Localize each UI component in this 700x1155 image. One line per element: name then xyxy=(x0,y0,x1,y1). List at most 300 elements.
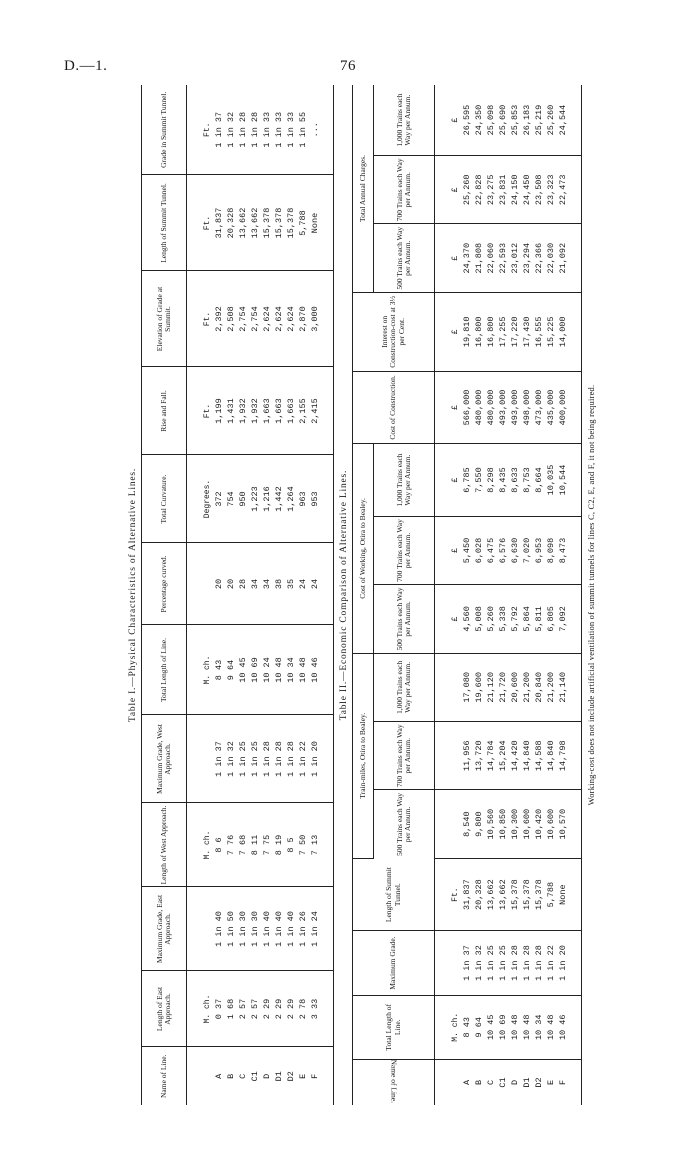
table2-cell: 22,593 xyxy=(498,242,508,274)
table2-cell: 26,595 xyxy=(462,104,472,136)
table2-cell: 493,000 xyxy=(510,389,520,426)
table2-cell: 480,000 xyxy=(486,389,496,426)
table2-cell: E xyxy=(546,1079,556,1086)
table2-cell: 24,350 xyxy=(474,104,484,136)
table2-header-tunnel: Length of Summit Tunnel. xyxy=(353,858,435,931)
table2-cell: 10,850 xyxy=(498,808,508,840)
table2-column-values xyxy=(461,156,582,224)
table2-cell: 1 in 32 xyxy=(474,945,484,981)
table2-economic-comparison xyxy=(352,85,582,1105)
table2-unit-cell: £ xyxy=(435,516,462,584)
table1-cell: 953 xyxy=(310,491,320,507)
table2-cell: 19,600 xyxy=(474,672,484,703)
table2-cell: 5,260 xyxy=(486,606,496,632)
table1-cell: 963 xyxy=(298,491,308,507)
table2-cell: 5,450 xyxy=(462,537,472,564)
table2-cell: None xyxy=(558,884,568,905)
table2-cell: 25,853 xyxy=(510,104,520,136)
table2-unit-cell: £ xyxy=(435,156,462,224)
table1-cell: 2,415 xyxy=(310,398,320,424)
table2-cell: 10,570 xyxy=(558,808,568,840)
table1-cell: 1 in 37 xyxy=(214,741,224,777)
table2-cell: 6,805 xyxy=(546,606,556,632)
table2-header-cost-construction: Cost of Construction. xyxy=(353,371,435,444)
table1-cell: 3 33 xyxy=(310,998,320,1020)
table2-cell: 9 64 xyxy=(474,1017,484,1038)
table1-cell: 3,000 xyxy=(310,306,320,332)
table1-cell: 1 in 28 xyxy=(250,111,260,148)
table2-cell: 22,473 xyxy=(558,174,568,206)
table2-group-cost-working: Cost of Working, Otira to Bealey. xyxy=(353,444,374,653)
table1-cell: 1 in 32 xyxy=(226,741,236,777)
table1-column-values xyxy=(213,625,334,715)
table2-unit-cell xyxy=(435,931,462,995)
table2-cell: 23,012 xyxy=(510,242,520,274)
table2-column-values xyxy=(461,85,582,156)
table2-cell: 22,030 xyxy=(546,242,556,274)
table1-cell: 2 29 xyxy=(286,998,296,1020)
table2-cell: 1 in 28 xyxy=(522,945,532,981)
table1-cell: 7 50 xyxy=(298,834,308,856)
table2-cell: 7,092 xyxy=(558,606,568,632)
table1-cell: 1 in 25 xyxy=(238,741,248,777)
table2-unit-cell: Ft. xyxy=(435,858,462,931)
table2-cell: 31,837 xyxy=(462,879,472,910)
table2-cell: 23,508 xyxy=(534,174,544,206)
table2-cell: A xyxy=(462,1079,472,1086)
table1-cell: 1 in 28 xyxy=(262,741,272,777)
table2-cell: 5,864 xyxy=(522,606,532,632)
table2-cell: 20,600 xyxy=(510,672,520,703)
table2-cell: 14,420 xyxy=(510,740,520,772)
table1-cell: 7 75 xyxy=(262,834,272,856)
table2-cell: 23,275 xyxy=(486,174,496,206)
table1-cell: 7 13 xyxy=(310,834,320,856)
table2-cell: 22,828 xyxy=(474,174,484,206)
table2-footnote: Working-cost does not include artificial ventilation of summit tunnels for lines C, C2, E, and F, it not being required. xyxy=(586,384,596,806)
table1-cell: 1,199 xyxy=(214,398,224,424)
table1-cell: 20 xyxy=(214,578,224,590)
table1-cell: 8 6 xyxy=(214,837,224,853)
table2-cell: 17,080 xyxy=(462,672,472,703)
table1-cell: 5,788 xyxy=(298,210,308,236)
table1-cell: 8 43 xyxy=(214,659,224,681)
table2-cell: 8,633 xyxy=(510,467,520,493)
table2-cell: 435,000 xyxy=(546,389,556,426)
table2-cell: D xyxy=(510,1079,520,1086)
table1-cell: 7 68 xyxy=(238,834,248,856)
table1-cell: F xyxy=(310,1073,320,1079)
table2-sub-1000: 1,000 Trains each Way per Annum. xyxy=(374,85,435,156)
table1-cell: 31,837 xyxy=(214,207,224,239)
table1-cell: 34 xyxy=(250,578,260,590)
table2-cell: 17,255 xyxy=(498,316,508,348)
table2-cell: 21,720 xyxy=(498,672,508,703)
table2-cell: 21,120 xyxy=(486,672,496,703)
table2-cell: 10 48 xyxy=(522,1014,532,1041)
table2-column-values xyxy=(461,722,582,790)
table2-cell: 10,600 xyxy=(522,808,532,840)
table2-cell: 23,831 xyxy=(498,174,508,206)
table2-cell: 5,338 xyxy=(498,606,508,632)
table1-cell: 7 76 xyxy=(226,834,236,856)
table1-column-values xyxy=(213,803,334,887)
table2-cell: 1 in 20 xyxy=(558,945,568,981)
table2-cell: 14,588 xyxy=(534,740,544,772)
table1-column-values xyxy=(213,271,334,367)
table1-column-values xyxy=(213,971,334,1047)
table1-cell: 34 xyxy=(262,578,272,590)
table2-cell: 23,294 xyxy=(522,242,532,274)
table1-unit-cell: Ft. xyxy=(187,367,214,455)
table2-cell: 8 43 xyxy=(462,1017,472,1038)
table1-cell: C1 xyxy=(250,1071,260,1082)
table2-sub-1000: 1,000 Trains each Way per Annum. xyxy=(374,653,435,721)
table2-cell: D1 xyxy=(522,1077,532,1088)
table1-unit-cell xyxy=(187,715,214,803)
table1-header: Grade in Summit Tunnel. xyxy=(142,85,187,175)
table2-unit-cell: M. ch. xyxy=(435,995,462,1059)
table2-cell: 14,784 xyxy=(486,740,496,772)
table2-cell: 10,420 xyxy=(534,808,544,840)
table1-header: Name of Line. xyxy=(142,1047,187,1105)
table2-cell: 493,000 xyxy=(498,389,508,426)
table1-cell: 2 29 xyxy=(274,998,284,1020)
table1-cell: 10 48 xyxy=(274,657,284,683)
table1-cell: 8 5 xyxy=(286,837,296,853)
table2-cell: 24,450 xyxy=(522,174,532,206)
table1-column-values xyxy=(213,85,334,175)
table2-cell: 10,600 xyxy=(546,808,556,840)
table2-cell: 16,800 xyxy=(474,316,484,348)
table2-cell: 8,298 xyxy=(486,467,496,493)
table1-cell: 0 37 xyxy=(214,998,224,1020)
table1-cell: 20,328 xyxy=(226,207,236,239)
table1-column-values xyxy=(213,543,334,625)
table2-column-values xyxy=(461,371,582,444)
table2-group-total-annual: Total Annual Charges. xyxy=(353,85,374,292)
table1-cell: 1 in 32 xyxy=(226,111,236,148)
table1-column-values xyxy=(213,175,334,271)
table1-cell: 1,431 xyxy=(226,398,236,424)
table2-cell: 10 69 xyxy=(498,1014,508,1041)
table1-column-values xyxy=(213,887,334,971)
table2-unit-cell: £ xyxy=(435,585,462,653)
table1-header: Rise and Fall. xyxy=(142,367,187,455)
table2-cell: 21,200 xyxy=(522,672,532,703)
table1-cell: 15,378 xyxy=(262,207,272,239)
table1-cell: 2 57 xyxy=(250,998,260,1020)
table1-cell: 1 in 50 xyxy=(226,911,236,947)
table2-cell: 10 34 xyxy=(534,1014,544,1041)
table2-cell: 19,810 xyxy=(462,316,472,348)
table2-column-values xyxy=(461,1059,582,1105)
table1-cell: 2,754 xyxy=(238,306,248,332)
document-reference: D.—1. xyxy=(64,58,108,74)
table2-cell: 6,475 xyxy=(486,537,496,564)
table1-cell: 2 57 xyxy=(238,998,248,1020)
table1-unit-cell: M. ch. xyxy=(187,971,214,1047)
table2-cell: 6,785 xyxy=(462,467,472,493)
table2-sub-500: 500 Trains each Way per Annum. xyxy=(374,585,435,653)
table1-header: Length of West Approach. xyxy=(142,803,187,887)
table2-title: Table II.—Economic Comparison of Alternative Lines. xyxy=(339,469,349,721)
table2-cell: 8,098 xyxy=(546,537,556,564)
table1-unit-cell: Ft. xyxy=(187,175,214,271)
table1-cell: D2 xyxy=(286,1071,296,1082)
table2-unit-cell xyxy=(435,790,462,858)
table1-header: Total Length of Line. xyxy=(142,625,187,715)
table2-cell: 21,140 xyxy=(558,672,568,703)
table1-cell: 1 in 55 xyxy=(298,111,308,148)
table2-cell: 5,008 xyxy=(474,606,484,632)
table2-cell: 6,576 xyxy=(498,537,508,564)
table2-cell: F xyxy=(558,1079,568,1086)
table2-unit-cell: £ xyxy=(435,371,462,444)
table2-column-values xyxy=(461,790,582,858)
table1-cell: D xyxy=(262,1073,272,1079)
table2-cell: 14,840 xyxy=(546,740,556,772)
table1-cell: 1 in 22 xyxy=(298,741,308,777)
table2-cell: 25,690 xyxy=(498,104,508,136)
table1-cell: 1,663 xyxy=(274,398,284,424)
table2-cell: 15,378 xyxy=(534,879,544,910)
table1-cell: 15,378 xyxy=(286,207,296,239)
table1-cell: 10 69 xyxy=(250,657,260,683)
table2-column-values xyxy=(461,224,582,292)
table2-cell: 15,225 xyxy=(546,316,556,348)
table1-cell: 10 24 xyxy=(262,657,272,683)
table1-cell: 754 xyxy=(226,491,236,507)
table2-header-max-grade: Maximum Grade. xyxy=(353,931,435,995)
table2-sub-500: 500 Trains each Way per Annum. xyxy=(374,790,435,858)
table1-cell: 2,870 xyxy=(298,306,308,332)
table2-cell: 10 45 xyxy=(486,1014,496,1041)
table2-unit-cell xyxy=(435,722,462,790)
table2-cell: 1 in 28 xyxy=(534,945,544,981)
table2-cell: D2 xyxy=(534,1077,544,1088)
table1-unit-cell: M. ch. xyxy=(187,625,214,715)
table2-cell: 26,183 xyxy=(522,104,532,136)
table2-cell: 10 48 xyxy=(546,1014,556,1041)
table2-group-train-miles: Train-miles, Otira to Bealey. xyxy=(353,653,374,858)
table1-column-values xyxy=(213,1047,334,1105)
table2-cell: C xyxy=(486,1079,496,1086)
table2-cell: 14,000 xyxy=(558,316,568,348)
table2-cell: 11,956 xyxy=(462,740,472,772)
table1-cell: 1 in 40 xyxy=(262,911,272,947)
table1-cell: 2,624 xyxy=(262,306,272,332)
table2-cell: 21,092 xyxy=(558,242,568,274)
table2-cell: 24,150 xyxy=(510,174,520,206)
table2-unit-cell: £ xyxy=(435,85,462,156)
table2-cell: 1 in 37 xyxy=(462,945,472,981)
table1-cell: 35 xyxy=(286,578,296,590)
table1-unit-cell: Ft. xyxy=(187,85,214,175)
table2-cell: 24,370 xyxy=(462,242,472,274)
table2-cell: 5,792 xyxy=(510,606,520,632)
table1-cell: 1 in 28 xyxy=(274,741,284,777)
table2-cell: 25,260 xyxy=(462,174,472,206)
table2-cell: 17,430 xyxy=(522,316,532,348)
table2-cell: 1 in 22 xyxy=(546,945,556,981)
table2-cell: 10 46 xyxy=(558,1014,568,1041)
table2-cell: 13,720 xyxy=(474,740,484,772)
table2-header-total-length: Total Length of Line. xyxy=(353,995,435,1059)
table1-cell: 1,932 xyxy=(238,398,248,424)
table2-cell: 473,000 xyxy=(534,389,544,426)
table1-cell: 2,624 xyxy=(286,306,296,332)
table1-cell: E xyxy=(298,1073,308,1079)
table2-cell: 23,323 xyxy=(546,174,556,206)
table2-sub-700: 700 Trains each Way per Annum. xyxy=(374,722,435,790)
table2-cell: 7,550 xyxy=(474,467,484,493)
table2-cell: 5,811 xyxy=(534,606,544,632)
table2-cell: 566,000 xyxy=(462,389,472,426)
table1-cell: 1 in 40 xyxy=(286,911,296,947)
table1-header: Length of East Approach. xyxy=(142,971,187,1047)
table1-cell: C xyxy=(238,1073,248,1079)
page-number: 76 xyxy=(340,58,356,74)
table1-cell: 1 in 33 xyxy=(274,111,284,148)
table2-unit-cell: £ xyxy=(435,444,462,517)
table2-cell: 14,798 xyxy=(558,740,568,772)
table1-cell: 1 in 25 xyxy=(250,741,260,777)
table1-cell: 8 11 xyxy=(250,834,260,856)
table1-cell: 28 xyxy=(238,578,248,590)
table2-cell: 1 in 25 xyxy=(498,945,508,981)
table1-cell: 1,932 xyxy=(250,398,260,424)
table2-sub-1000: 1,000 Trains each Way per Annum. xyxy=(374,444,435,517)
table2-cell: 498,000 xyxy=(522,389,532,426)
table1-cell: 10 48 xyxy=(298,657,308,683)
table1-cell: 1,223 xyxy=(250,486,260,512)
table1-cell: 2,508 xyxy=(226,306,236,332)
table2-cell: 4,560 xyxy=(462,606,472,632)
table1-cell: 24 xyxy=(310,578,320,590)
table1-column-values xyxy=(213,367,334,455)
table2-cell: 21,200 xyxy=(546,672,556,703)
table2-header-name: Name of Line. xyxy=(353,1059,435,1105)
table2-cell: 1 in 25 xyxy=(486,945,496,981)
table2-cell: B xyxy=(474,1079,484,1086)
table2-column-values xyxy=(461,516,582,584)
table2-cell: 15,378 xyxy=(510,879,520,910)
table1-unit-cell: Degrees. xyxy=(187,455,214,543)
table2-column-values xyxy=(461,585,582,653)
table2-header-interest: Interest on Construction-cost at 3½ per Cent. xyxy=(353,292,435,371)
table1-column-values xyxy=(213,455,334,543)
table1-cell: 1 in 40 xyxy=(214,911,224,947)
table1-unit-cell: M. ch. xyxy=(187,803,214,887)
table2-sub-700: 700 Trains each Way per Annum. xyxy=(374,516,435,584)
table2-cell: 25,098 xyxy=(486,104,496,136)
table1-cell: 1 in 30 xyxy=(250,911,260,947)
table1-cell: 1 in 40 xyxy=(274,911,284,947)
table2-cell: 17,220 xyxy=(510,316,520,348)
table2-cell: 20,840 xyxy=(534,672,544,703)
table1-cell: 1 in 30 xyxy=(238,911,248,947)
table1-cell: 1 in 20 xyxy=(310,741,320,777)
table2-cell: 13,662 xyxy=(498,879,508,910)
table1-physical-characteristics xyxy=(141,85,334,1105)
table1-column-values xyxy=(213,715,334,803)
table1-cell: None xyxy=(310,212,320,234)
table2-column-values xyxy=(461,292,582,371)
table2-cell: 25,219 xyxy=(534,104,544,136)
table2-cell: 6,953 xyxy=(534,537,544,564)
table1-header: Percentage curved. xyxy=(142,543,187,625)
table2-cell: 16,800 xyxy=(486,316,496,348)
table1-cell: 1 in 26 xyxy=(298,911,308,947)
table1-cell: 950 xyxy=(238,491,248,507)
table1-cell: B xyxy=(226,1073,236,1079)
table2-unit-cell xyxy=(435,653,462,721)
table1-cell: 10 45 xyxy=(238,657,248,683)
table1-cell: D1 xyxy=(274,1071,284,1082)
table1-cell: 9 64 xyxy=(226,659,236,681)
table2-unit-cell xyxy=(435,1059,462,1105)
table2-cell: 8,753 xyxy=(522,467,532,493)
table2-cell: 480,000 xyxy=(474,389,484,426)
table1-cell: 2 29 xyxy=(262,998,272,1020)
table2-sub-700: 700 Trains each Way per Annum. xyxy=(374,156,435,224)
table2-cell: 400,000 xyxy=(558,389,568,426)
table2-cell: 24,544 xyxy=(558,104,568,136)
table1-title: Table I.—Physical Characteristics of Alternative Lines. xyxy=(128,467,138,723)
table1-cell: 24 xyxy=(298,578,308,590)
table2-cell: 21,808 xyxy=(474,242,484,274)
table1-cell: 1 68 xyxy=(226,998,236,1020)
table2-sub-500: 500 Trains each Way per Annum. xyxy=(374,224,435,292)
table2-cell: 9,800 xyxy=(474,811,484,837)
table2-cell: 6,630 xyxy=(510,537,520,564)
table2-cell: 10,300 xyxy=(510,808,520,840)
table2-unit-cell: £ xyxy=(435,292,462,371)
table1-cell: 1,663 xyxy=(262,398,272,424)
table1-cell: 2,624 xyxy=(274,306,284,332)
table1-cell: 10 34 xyxy=(286,657,296,683)
table2-column-values xyxy=(461,653,582,721)
table1-header: Maximum Grade, West Approach. xyxy=(142,715,187,803)
table2-cell: 10,560 xyxy=(486,808,496,840)
table1-cell: 13,662 xyxy=(250,207,260,239)
table2-unit-cell: £ xyxy=(435,224,462,292)
table1-cell: 20 xyxy=(226,578,236,590)
table2-cell: 22,060 xyxy=(486,242,496,274)
table1-cell: 1,216 xyxy=(262,486,272,512)
table2-cell: 20,328 xyxy=(474,879,484,910)
table2-cell: 8,473 xyxy=(558,537,568,564)
table1-cell: 1,442 xyxy=(274,486,284,512)
table1-cell: 2,392 xyxy=(214,306,224,332)
table2-column-values xyxy=(461,858,582,931)
table1-cell: 1 in 33 xyxy=(286,111,296,148)
table2-cell: 6,028 xyxy=(474,537,484,564)
table1-cell: 372 xyxy=(214,491,224,507)
table2-cell: 8,435 xyxy=(498,467,508,493)
table1-cell: ... xyxy=(310,122,320,138)
table2-cell: 10,035 xyxy=(546,464,556,496)
table2-cell: 15,204 xyxy=(498,740,508,772)
table1-cell: A xyxy=(214,1073,224,1079)
table1-unit-cell xyxy=(187,543,214,625)
table1-cell: 10 46 xyxy=(310,657,320,683)
table1-cell: 1 in 24 xyxy=(310,911,320,947)
table2-cell: 10,544 xyxy=(558,464,568,496)
table2-cell: 16,555 xyxy=(534,316,544,348)
table1-cell: 1 in 28 xyxy=(238,111,248,148)
